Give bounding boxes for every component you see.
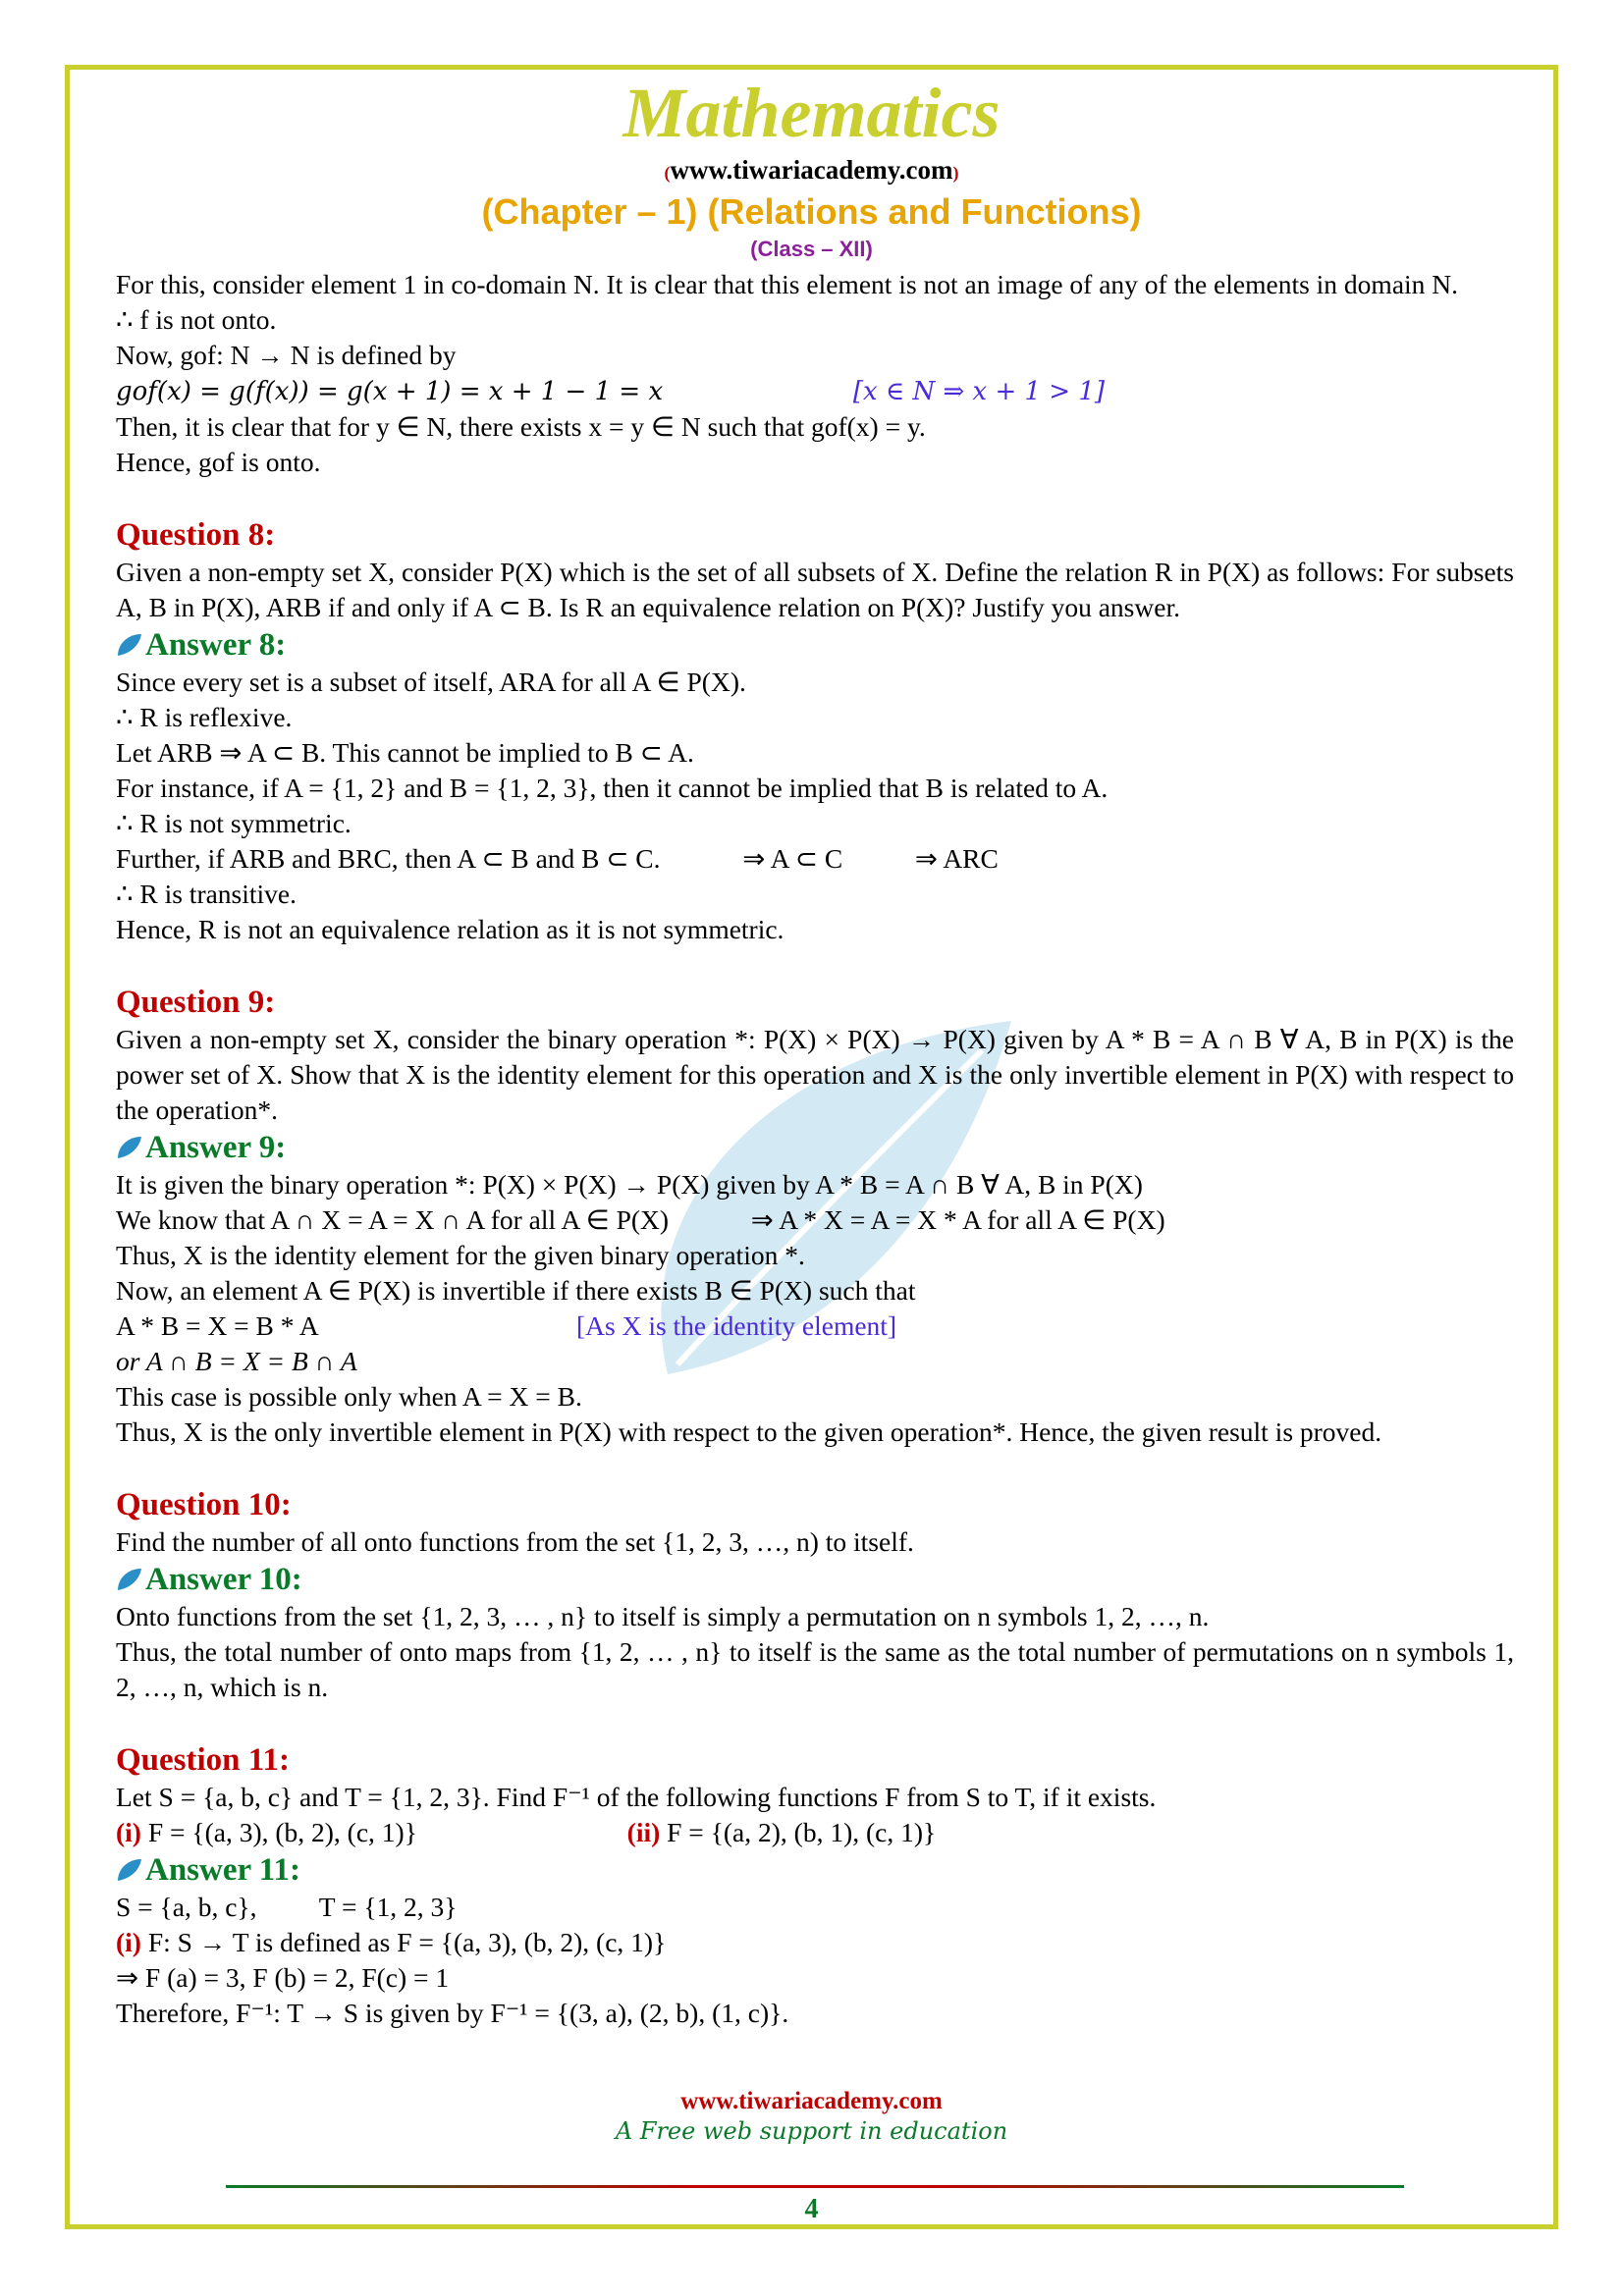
answer-line: ∴ R is transitive.: [116, 879, 298, 909]
option-ii-text: F = {(a, 2), (b, 1), (c, 1)}: [667, 1817, 937, 1847]
intro-line: Now, gof: N → N is defined by: [116, 340, 457, 370]
intro-equation-note: [x ∈ N ⇒ x + 1 > 1]: [852, 377, 1106, 406]
paren-close: ): [952, 163, 959, 183]
page-number: 4: [804, 2194, 819, 2224]
answer-line: For instance, if A = {1, 2} and B = {1, 2, 3}, then it cannot be implied that B is related to A.: [116, 773, 1109, 803]
intro-line: For this, consider element 1 in co-domain N. It is clear that this element is not an image of any of the elements in domain N.: [116, 269, 1459, 299]
page-title: Mathematics: [622, 74, 1001, 152]
intro-line: Hence, gof is onto.: [116, 447, 321, 477]
class-label: (Class – XII): [750, 237, 873, 261]
option-i-label: (i): [116, 1817, 141, 1847]
answer-line: ⇒ F (a) = 3, F (b) = 2, F(c) = 1: [116, 1962, 450, 1993]
chapter-title: (Chapter – 1) (Relations and Functions): [481, 191, 1142, 232]
intro-equation: gof(x) = g(f(x)) = g(x + 1) = x + 1 − 1 = x: [116, 377, 664, 406]
question-9-heading: Question 9:: [116, 985, 276, 1020]
answer-line: It is given the binary operation *: P(X) × P(X) → P(X) given by A * B = A ∩ B ∀ A, B in P(X): [116, 1169, 1143, 1200]
answer-line: [116, 1202, 1514, 1238]
answer-9-heading-row: [116, 1128, 1514, 1167]
answer-line: This case is possible only when A = X = B.: [116, 1381, 582, 1412]
question-11-text: Let S = {a, b, c} and T = {1, 2, 3}. Find F⁻¹ of the following functions F from S to T, if it exists.: [116, 1782, 1157, 1812]
answer-11-heading: Answer 11:: [145, 1852, 300, 1888]
answer-line: Thus, the total number of onto maps from {1, 2, … , n} to itself is the same as the total number of permutations on n symbols 1, 2, …, n, which is n.: [116, 1636, 1514, 1702]
answer-part: We know that A ∩ X = A = X ∩ A for all A ∈ P(X): [116, 1204, 670, 1235]
page-footer: [0, 2087, 1623, 2146]
answer-line: Hence, R is not an equivalence relation as it is not symmetric.: [116, 914, 784, 944]
answer-note: [As X is the identity element]: [575, 1310, 897, 1341]
question-8-heading: Question 8:: [116, 517, 276, 553]
answer-9-heading: Answer 9:: [145, 1130, 287, 1165]
answer-10-heading: Answer 10:: [145, 1562, 302, 1597]
leaf-icon: [116, 1567, 143, 1592]
answer-line: Onto functions from the set {1, 2, 3, … , n} to itself is simply a permutation on n symbols 1, 2, …, n.: [116, 1601, 1210, 1631]
answer-line: ∴ R is reflexive.: [116, 702, 293, 732]
intro-math-line: [116, 373, 1514, 409]
answer-part: ⇒ A ⊂ C: [742, 843, 843, 874]
answer-line: [116, 1925, 1514, 1960]
answer-part: F: S → T is defined as F = {(a, 3), (b, 2), (c, 1)}: [147, 1927, 667, 1957]
intro-line: ∴ f is not onto.: [116, 304, 277, 335]
answer-line: Thus, X is the identity element for the given binary operation *.: [116, 1240, 805, 1270]
header-site-link[interactable]: www.tiwariacademy.com: [670, 155, 953, 185]
leaf-icon: [116, 1857, 143, 1883]
answer-line: [116, 1308, 1514, 1344]
option-i-text: F = {(a, 3), (b, 2), (c, 1)}: [147, 1817, 417, 1847]
answer-line: or A ∩ B = X = B ∩ A: [116, 1346, 357, 1376]
answer-line: Now, an element A ∈ P(X) is invertible if there exists B ∈ P(X) such that: [116, 1275, 916, 1306]
answer-part-label: (i): [116, 1927, 141, 1957]
leaf-icon: [116, 632, 143, 658]
answer-part: ⇒ ARC: [914, 843, 999, 874]
footer-tagline: A Free web support in education: [615, 2117, 1008, 2145]
answer-8-heading-row: [116, 625, 1514, 665]
page-header: [0, 73, 1623, 264]
answer-line: [116, 841, 1514, 877]
answer-line: Therefore, F⁻¹: T → S is given by F⁻¹ = {(3, a), (2, b), (1, c)}.: [116, 1998, 789, 2028]
answer-line: Let ARB ⇒ A ⊂ B. This cannot be implied to B ⊂ A.: [116, 737, 694, 768]
question-8-text: Given a non-empty set X, consider P(X) which is the set of all subsets of X. Define the relation R in P(X) as follows: For subsets A, B in P(X), ARB if and only if A ⊂ B. Is R an equivalence relation on P(X)? Justify you answer.: [116, 557, 1514, 622]
question-9-text: Given a non-empty set X, consider the binary operation *: P(X) × P(X) → P(X) given by A * B = A ∩ B ∀ A, B in P(X) is the power set of X. Show that X is the identity element for this operation and X is the only invertible element in P(X) with respect to the operation*.: [116, 1024, 1514, 1125]
page-content: [116, 267, 1514, 2031]
answer-line: Since every set is a subset of itself, ARA for all A ∈ P(X).: [116, 667, 746, 697]
header-site: [0, 153, 1623, 189]
question-10-heading: Question 10:: [116, 1487, 292, 1522]
answer-part: ⇒ A * X = A = X * A for all A ∈ P(X): [750, 1204, 1165, 1235]
question-10-text: Find the number of all onto functions from the set {1, 2, 3, …, n) to itself.: [116, 1526, 914, 1557]
leaf-icon: [116, 1135, 143, 1160]
footer-site-link[interactable]: www.tiwariacademy.com: [680, 2088, 943, 2114]
answer-part: A * B = X = B * A: [116, 1310, 318, 1341]
answer-part: Further, if ARB and BRC, then A ⊂ B and B ⊂ C.: [116, 843, 661, 874]
intro-line: Then, it is clear that for y ∈ N, there exists x = y ∈ N such that gof(x) = y.: [116, 411, 926, 442]
answer-line: [116, 1890, 1514, 1925]
answer-10-heading-row: [116, 1560, 1514, 1599]
answer-line: Thus, X is the only invertible element in P(X) with respect to the given operation*. Hence, the given result is proved.: [116, 1416, 1382, 1447]
answer-part: S = {a, b, c},: [116, 1892, 257, 1922]
question-11-heading: Question 11:: [116, 1742, 290, 1778]
answer-11-heading-row: [116, 1850, 1514, 1890]
answer-8-heading: Answer 8:: [145, 627, 287, 663]
footer-divider: [226, 2185, 1404, 2188]
option-ii-label: (ii): [626, 1817, 661, 1847]
paren-open: (: [664, 163, 671, 183]
question-11-options: [116, 1815, 1514, 1850]
answer-line: ∴ R is not symmetric.: [116, 808, 352, 838]
answer-part: T = {1, 2, 3}: [318, 1892, 458, 1922]
